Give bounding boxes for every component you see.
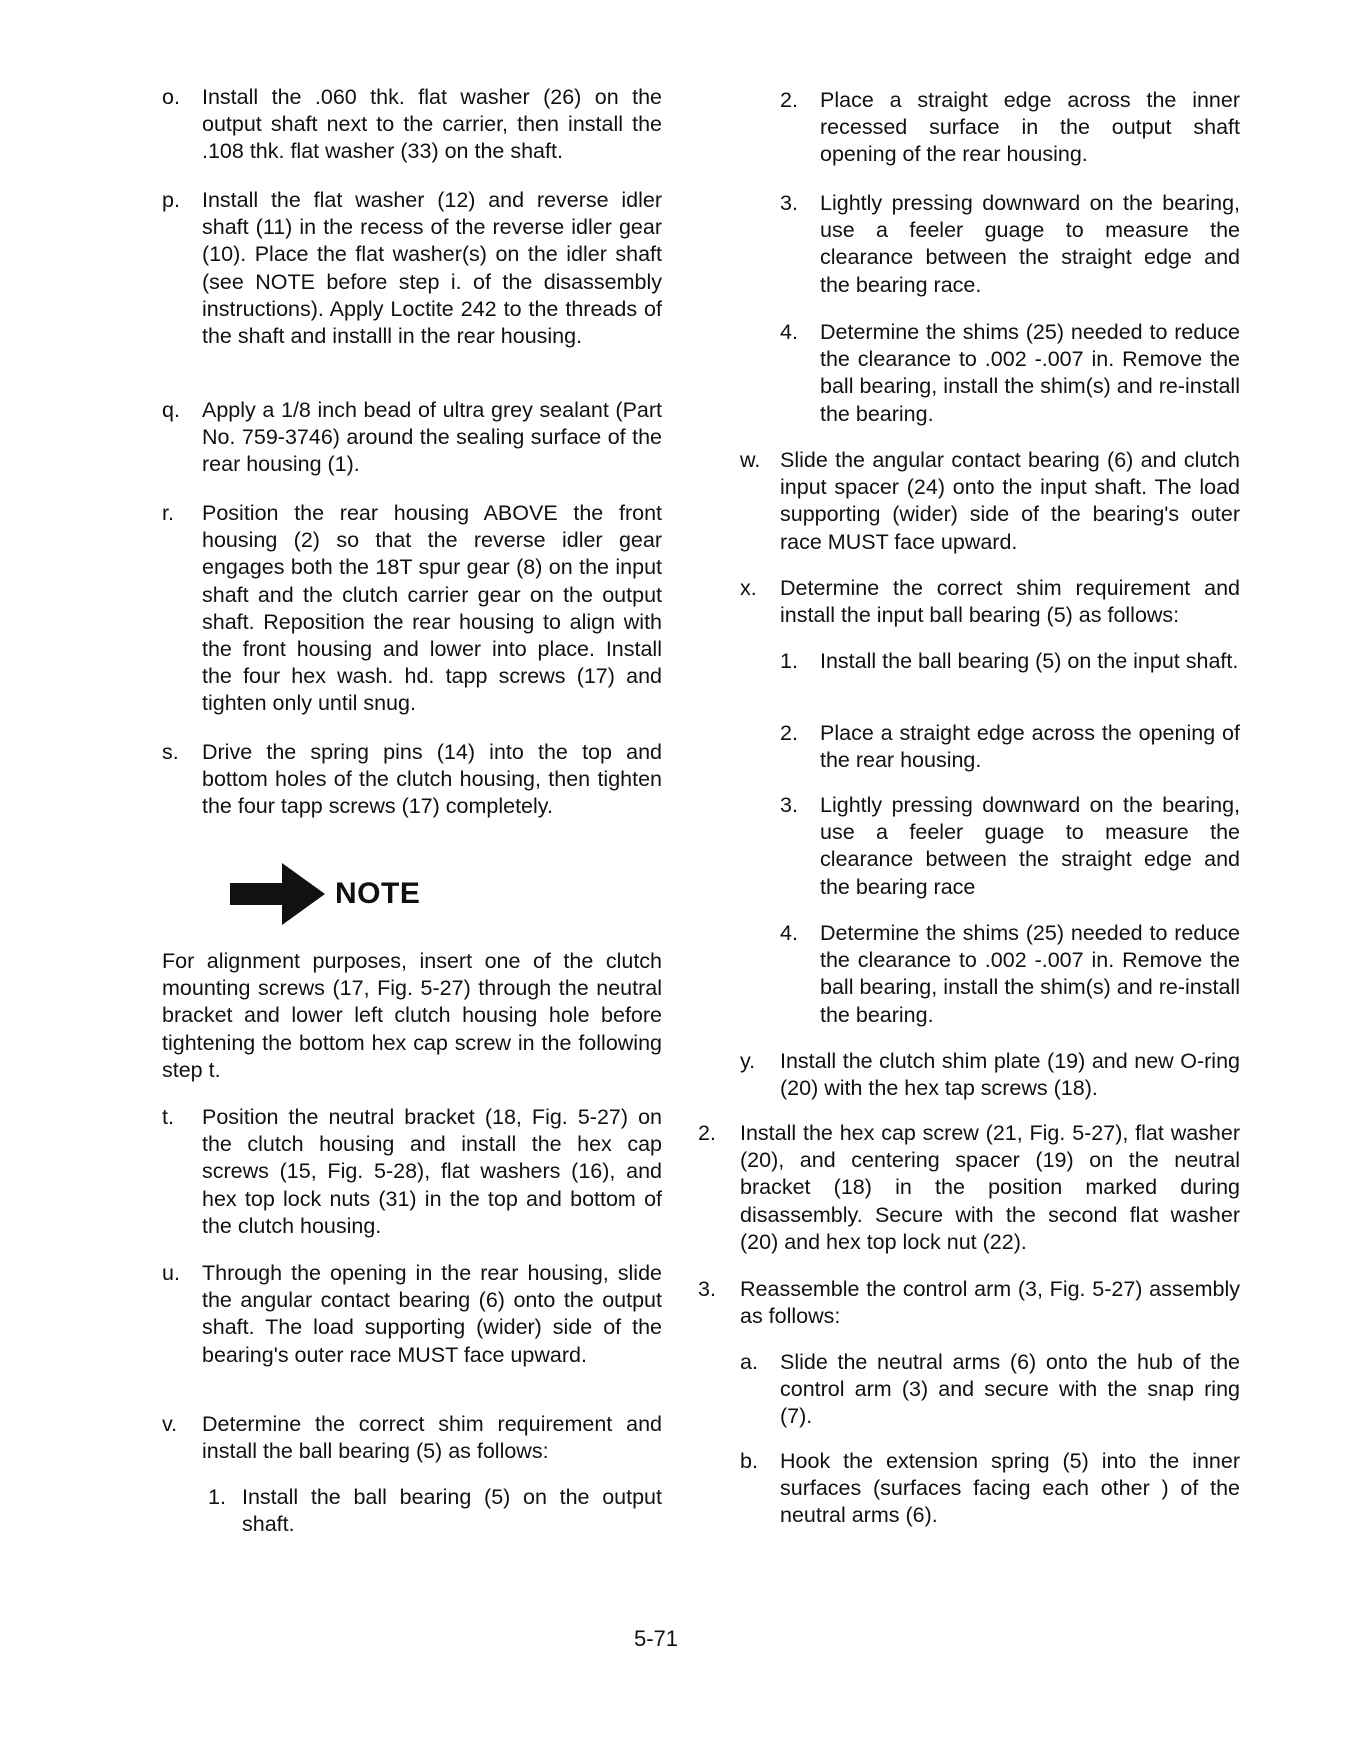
step-label: 2. <box>780 88 798 112</box>
step-x <box>740 575 1240 629</box>
step-2 <box>698 1120 1240 1256</box>
step-label: 2. <box>780 721 798 745</box>
step-3 <box>698 1276 1240 1330</box>
step-text: Apply a 1/8 inch bead of ultra grey sealant (Part No. 759-3746) around the sealing surface of the rear housing (1). <box>202 398 662 477</box>
step-text: Position the neutral bracket (18, Fig. 5-27) on the clutch housing and install the hex cap screws (15, Fig. 5-28), flat washers (16), and hex top lock nuts (31) in the top and bottom of the clutch housing. <box>202 1105 662 1238</box>
step-y <box>740 1048 1240 1102</box>
step-v-3 <box>780 190 1240 299</box>
step-label: y. <box>740 1049 756 1073</box>
step-v <box>162 1411 662 1465</box>
step-s <box>162 739 662 821</box>
page-number: 5-71 <box>634 1626 679 1651</box>
step-text: Position the rear housing ABOVE the front housing (2) so that the reverse idler gear engages both the 18T spur gear (8) on the input shaft and the clutch carrier gear on the output shaft. Reposition the rear housing to align with the front housing and lower into place. Install the four hex wash. hd. tapp screws (17) and tighten only until snug. <box>202 501 662 716</box>
step-text: Determine the shims (25) needed to reduce the clearance to .002 -.007 in. Remove the ball bearing, install the shim(s) and re-install the bearing. <box>820 921 1240 1027</box>
step-w <box>740 447 1240 556</box>
step-x-3 <box>780 792 1240 901</box>
right-arrow-icon <box>230 863 325 925</box>
step-label: 3. <box>780 793 798 817</box>
step-t <box>162 1104 662 1240</box>
step-label: q. <box>162 398 180 422</box>
step-o <box>162 84 662 166</box>
step-text: Place a straight edge across the opening of the rear housing. <box>820 721 1240 773</box>
step-label: t. <box>162 1105 174 1129</box>
step-x-4 <box>780 920 1240 1029</box>
step-text: Drive the spring pins (14) into the top and bottom holes of the clutch housing, then tighten the four tapp screws (17) completely. <box>202 740 662 819</box>
step-v-1 <box>208 1484 662 1538</box>
step-label: p. <box>162 188 180 212</box>
step-text: Determine the correct shim requirement and install the input ball bearing (5) as follows: <box>780 576 1240 628</box>
step-label: 4. <box>780 320 798 344</box>
step-a <box>740 1349 1240 1431</box>
step-label: 1. <box>208 1485 226 1509</box>
step-text: Install the flat washer (12) and reverse idler shaft (11) in the recess of the reverse idler gear (10). Place the flat washer(s) on the idler shaft (see NOTE before step i. of the disassembly instructions). Apply Loctite 242 to the threads of the shaft and installl in the rear housing. <box>202 188 662 349</box>
step-label: 3. <box>780 191 798 215</box>
step-label: a. <box>740 1350 758 1374</box>
step-label: u. <box>162 1261 180 1285</box>
step-text: Install the clutch shim plate (19) and new O-ring (20) with the hex tap screws (18). <box>780 1049 1240 1101</box>
step-p <box>162 187 662 350</box>
step-label: s. <box>162 740 179 764</box>
step-r <box>162 500 662 718</box>
step-text: Determine the shims (25) needed to reduce the clearance to .002 -.007 in. Remove the ball bearing, install the shim(s) and re-install the bearing. <box>820 320 1240 426</box>
step-label: x. <box>740 576 757 600</box>
step-v-2 <box>780 87 1240 169</box>
step-label: 3. <box>698 1277 716 1301</box>
step-x-2 <box>780 720 1240 774</box>
step-text: Reassemble the control arm (3, Fig. 5-27) assembly as follows: <box>740 1277 1240 1329</box>
note-body: For alignment purposes, insert one of the clutch mounting screws (17, Fig. 5-27) through the neutral bracket and lower left clutch housing hole before tightening the bottom hex cap screw in the following step t. <box>162 949 662 1082</box>
step-text: Install the hex cap screw (21, Fig. 5-27), flat washer (20), and centering spacer (19) on the neutral bracket (18) in the position marked during disassembly. Secure with the second flat washer (20) and hex top lock nut (22). <box>740 1121 1240 1254</box>
step-text: Install the ball bearing (5) on the input shaft. <box>820 649 1239 673</box>
step-text: Place a straight edge across the inner recessed surface in the output shaft opening of the rear housing. <box>820 88 1240 167</box>
step-label: b. <box>740 1449 758 1473</box>
step-text: Through the opening in the rear housing, slide the angular contact bearing (6) onto the output shaft. The load supporting (wider) side of the bearing's outer race MUST face upward. <box>202 1261 662 1367</box>
step-text: Lightly pressing downward on the bearing, use a feeler guage to measure the clearance between the straight edge and the bearing race <box>820 793 1240 899</box>
step-v-4 <box>780 319 1240 428</box>
step-label: o. <box>162 85 180 109</box>
note-heading <box>230 863 420 925</box>
step-b <box>740 1448 1240 1530</box>
step-label: v. <box>162 1412 178 1436</box>
step-text: Slide the angular contact bearing (6) and clutch input spacer (24) onto the input shaft. The load supporting (wider) side of the bearing's outer race MUST face upward. <box>780 448 1240 554</box>
step-label: 2. <box>698 1121 716 1145</box>
step-q <box>162 397 662 479</box>
step-label: 4. <box>780 921 798 945</box>
step-label: 1. <box>780 649 798 673</box>
step-label: w. <box>740 448 761 472</box>
step-text: Lightly pressing downward on the bearing, use a feeler guage to measure the clearance between the straight edge and the bearing race. <box>820 191 1240 297</box>
step-x-1 <box>780 648 1240 675</box>
step-text: Slide the neutral arms (6) onto the hub of the control arm (3) and secure with the snap ring (7). <box>780 1350 1240 1429</box>
step-text: Install the ball bearing (5) on the output shaft. <box>242 1485 662 1537</box>
step-u <box>162 1260 662 1369</box>
step-text: Determine the correct shim requirement and install the ball bearing (5) as follows: <box>202 1412 662 1464</box>
note-label: NOTE <box>335 877 421 910</box>
step-text: Install the .060 thk. flat washer (26) on the output shaft next to the carrier, then install the .108 thk. flat washer (33) on the shaft. <box>202 85 662 164</box>
step-label: r. <box>162 501 174 525</box>
step-text: Hook the extension spring (5) into the inner surfaces (surfaces facing each other ) of the neutral arms (6). <box>780 1449 1240 1528</box>
